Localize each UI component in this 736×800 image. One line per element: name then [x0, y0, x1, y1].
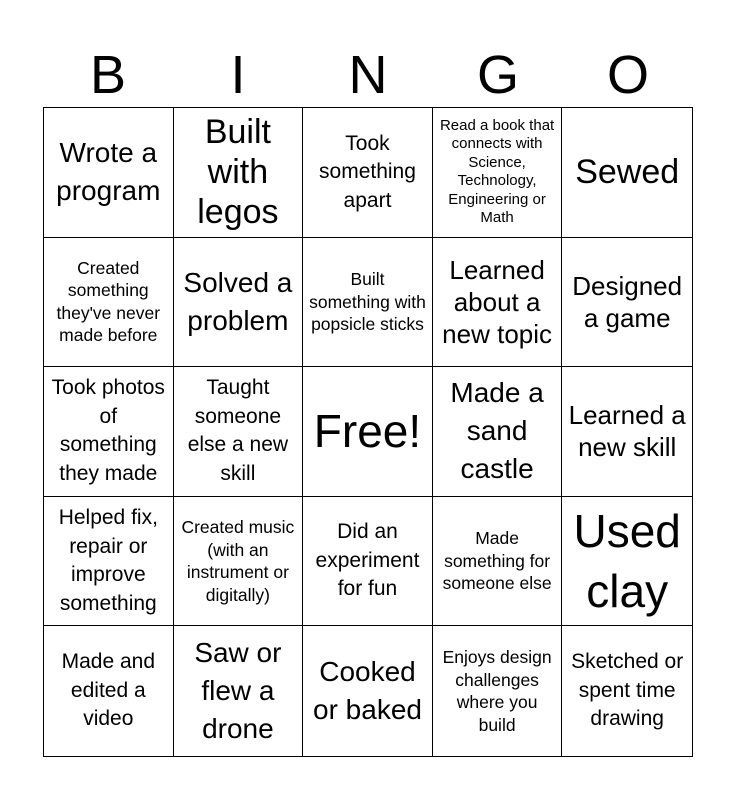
bingo-cell[interactable]	[562, 367, 692, 497]
cell-text: Saw or flew a drone	[194, 637, 282, 745]
bingo-grid	[43, 107, 693, 757]
bingo-cell[interactable]	[433, 108, 563, 238]
bingo-cell[interactable]	[433, 367, 563, 497]
cell-text: Used clay	[573, 505, 681, 618]
cell-text: Took photos of something they made	[51, 376, 165, 485]
header-letter-b: B	[89, 45, 127, 105]
header-letter-n: N	[348, 45, 388, 105]
cell-text: Took something apart	[319, 131, 416, 212]
free-space[interactable]	[303, 367, 433, 497]
bingo-cell[interactable]	[44, 367, 174, 497]
cell-text: Solved a problem	[183, 266, 293, 336]
cell-text: Learned about a new topic	[442, 254, 553, 349]
cell-text: Built something with popsicle sticks	[309, 269, 426, 335]
cell-text: Made a sand castle	[450, 377, 544, 485]
cell-text: Taught someone else a new skill	[187, 376, 289, 485]
bingo-cell[interactable]	[174, 108, 304, 238]
bingo-cell[interactable]	[174, 238, 304, 368]
header-letter-o: O	[606, 45, 649, 105]
bingo-cell[interactable]	[562, 108, 692, 238]
bingo-cell[interactable]	[44, 238, 174, 368]
cell-text: Built with legos	[197, 113, 279, 232]
bingo-cell[interactable]	[433, 497, 563, 627]
cell-text: Made and edited a video	[61, 650, 155, 731]
cell-text: Designed a game	[572, 270, 683, 333]
header-letter-g: G	[476, 45, 519, 105]
cell-text: Enjoys design challenges where you build	[442, 647, 552, 735]
bingo-cell[interactable]	[303, 626, 433, 756]
bingo-cell[interactable]	[174, 367, 304, 497]
bingo-cell[interactable]	[433, 238, 563, 368]
cell-text: Wrote a program	[56, 137, 161, 207]
bingo-cell[interactable]	[44, 497, 174, 627]
cell-text: Sewed	[575, 153, 680, 192]
header-letter-i: I	[230, 45, 246, 105]
cell-text: Created something they've never made before	[56, 257, 161, 346]
cell-text: Sketched or spent time drawing	[571, 650, 684, 731]
bingo-cell[interactable]	[562, 238, 692, 368]
bingo-cell[interactable]	[174, 626, 304, 756]
bingo-cell[interactable]	[303, 238, 433, 368]
free-space-text: Free!	[313, 405, 422, 458]
cell-text: Made something for someone else	[442, 528, 552, 594]
bingo-cell[interactable]	[174, 497, 304, 627]
bingo-cell[interactable]	[562, 497, 692, 627]
bingo-cell[interactable]	[44, 108, 174, 238]
cell-text: Read a book that connects with Science, Technology, Engineering or Math	[439, 116, 555, 227]
cell-text: Created music (with an instrument or digitally)	[181, 517, 295, 605]
cell-text: Helped fix, repair or improve something	[58, 506, 158, 615]
bingo-cell[interactable]	[303, 497, 433, 627]
cell-text: Cooked or baked	[313, 656, 422, 726]
cell-text: Learned a new skill	[568, 400, 686, 463]
bingo-header	[43, 45, 693, 105]
bingo-cell[interactable]	[303, 108, 433, 238]
bingo-cell[interactable]	[433, 626, 563, 756]
bingo-cell[interactable]	[562, 626, 692, 756]
bingo-cell[interactable]	[44, 626, 174, 756]
cell-text: Did an experiment for fun	[315, 520, 420, 601]
